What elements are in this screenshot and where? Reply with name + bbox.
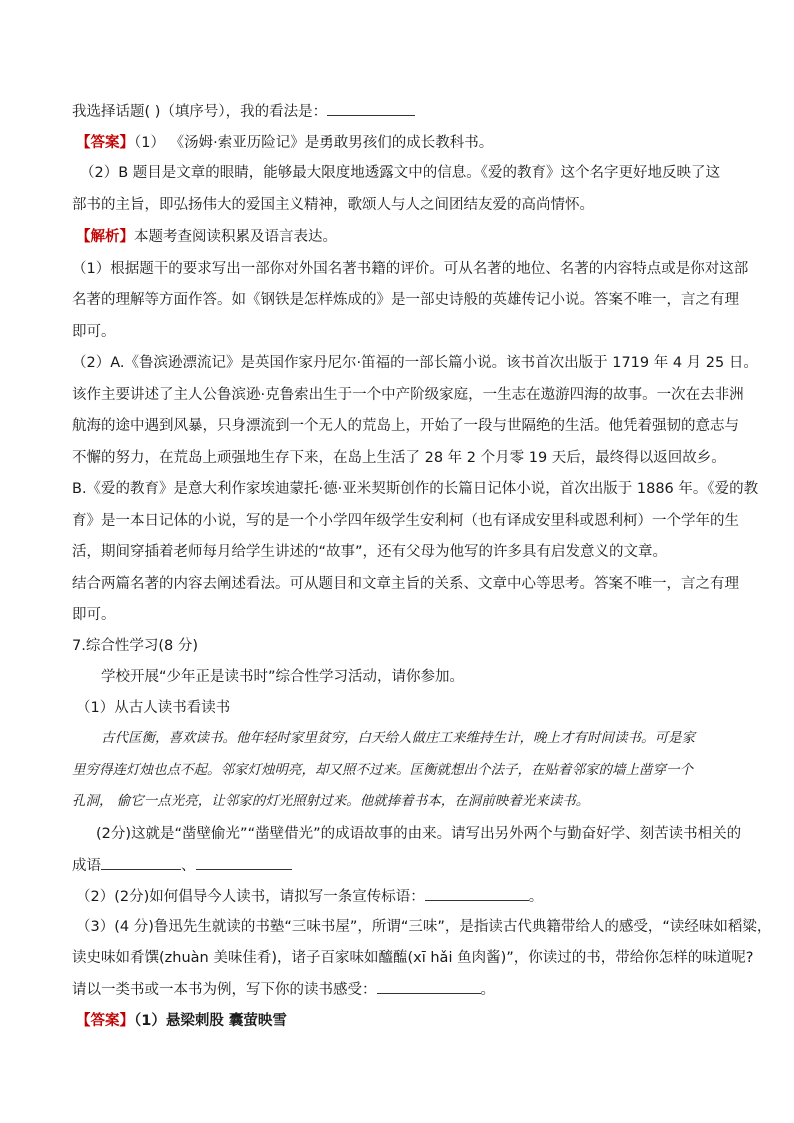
passage-line-c: 孔洞， 偷它一点光亮，让邻家的灯光照射过来。他就捧着书本，在洞前映着光来读书。 <box>72 793 590 809</box>
feeling-blank[interactable] <box>377 979 481 994</box>
analysis-p2-d: 不懈的努力，在荒岛上顽强地生存下来，在岛上生活了 28 年 2 个月零 19 天后，最终得以返回故乡。 <box>72 450 726 466</box>
answer-1-line: 【答案】（1） 《汤姆·索亚历险记》是勇敢男孩们的成长教科书。 <box>76 135 494 151</box>
analysis-p4-a: 结合两篇名著的内容去阐述看法。可从题目和文章主旨的关系、文章中心等思考。答案不唯一，言之有理 <box>72 576 739 592</box>
idiom-blank-1[interactable] <box>101 855 181 870</box>
analysis-p2-a: （2）A.《鲁滨逊漂流记》是英国作家丹尼尔·笛福的一部长篇小说。该书首次出版于 1719 年 4 月 25 日。 <box>72 355 758 371</box>
analysis-p3-b: 育》是一本日记体的小说，写的是一个小学四年级学生安利柯（也有译成安里科或恩利柯）一个学年的生 <box>72 513 739 529</box>
question-7-heading: 7.综合性学习(8 分) <box>72 638 198 654</box>
answer-tag: 【答案】 <box>76 1013 134 1029</box>
passage-line-b: 里穷得连灯烛也点不起。邻家灯烛明亮，却又照不过来。匡衡就想出个法子，在贴着邻家的墙上凿穿一个 <box>72 762 693 778</box>
analysis-p3-c: 活，期间穿插着老师每月给学生讲述的“故事”，还有父母为他写的许多具有启发意义的文章。 <box>72 544 668 560</box>
idiom-question-b: 成语 、 <box>72 855 292 876</box>
question-7-3-b: 读史味如肴馔(zhuàn 美味佳肴)，诸子百家味如醯醢(xī hǎi 鱼肉酱)”，你读过的书，带给你怎样的味道呢? <box>72 950 754 966</box>
analysis-p4-b: 即可。 <box>72 607 116 623</box>
question-7-3-a: （3）(4 分)鲁迅先生就读的书塾“三味书屋”，所谓“三味”，是指读古代典籍带给人的感受，“读经味如稻粱， <box>76 919 772 935</box>
analysis-p2-c: 航海的途中遇到风暴，只身漂流到一个无人的荒岛上，开始了一段与世隔绝的生活。他凭着强韧的意志与 <box>72 418 739 434</box>
answer-last-line: 【答案】（1）悬梁刺股 囊萤映雪 <box>76 1013 287 1029</box>
question-7-3-c: 请以一类书或一本书为例，写下你的读书感受： 。 <box>72 979 495 1000</box>
answer-2-line-a: （2）B 题目是文章的眼睛，能够最大限度地透露文中的信息。《爱的教育》这个名字更好地反映了这 <box>80 165 721 181</box>
choose-topic-line: 我选择话题( )（填序号），我的看法是： <box>72 101 415 122</box>
answer-tag: 【答案】 <box>76 135 134 151</box>
question-7-2: （2）(2分)如何倡导今人读书，请拟写一条宣传标语： 。 <box>76 886 543 907</box>
question-7-intro: 学校开展“少年正是读书时”综合性学习活动，请你参加。 <box>101 669 465 685</box>
analysis-p1-a: （1）根据题干的要求写出一部你对外国名著书籍的评价。可从名著的地位、名著的内容特点或是你对这部 <box>72 261 749 277</box>
analysis-p3-a: B.《爱的教育》是意大利作家埃迪蒙托·德·亚米契斯创作的长篇日记体小说，首次出版于 1886 年。《爱的教 <box>72 481 759 497</box>
idiom-blank-2[interactable] <box>196 855 292 870</box>
slogan-blank[interactable] <box>425 886 529 901</box>
answer-2-line-b: 部书的主旨，即弘扬伟大的爱国主义精神，歌颂人与人之间团结友爱的高尚情怀。 <box>72 197 594 213</box>
idiom-question-a: (2分)这就是“凿壁偷光”“凿壁借光”的成语故事的由来。请写出另外两个与勤奋好学、刻苦读书相关的 <box>96 826 742 842</box>
analysis-p1-c: 即可。 <box>72 324 116 340</box>
answer-blank[interactable] <box>327 101 415 116</box>
analysis-tag: 【解析】 <box>76 229 134 245</box>
passage-line-a: 古代匡衡，喜欢读书。他年轻时家里贫穷，白天给人做庄工来维持生计，晚上才有时间读书。可是家 <box>101 730 695 746</box>
question-7-1: （1）从古人读书看读书 <box>76 700 231 716</box>
analysis-line: 【解析】本题考查阅读积累及语言表达。 <box>76 229 337 245</box>
analysis-p2-b: 该作主要讲述了主人公鲁滨逊·克鲁索出生于一个中产阶级家庭，一生志在遨游四海的故事。一次在去非洲 <box>72 387 744 403</box>
analysis-p1-b: 名著的理解等方面作答。如《钢铁是怎样炼成的》是一部史诗般的英雄传记小说。答案不唯一，言之有理 <box>72 292 739 308</box>
